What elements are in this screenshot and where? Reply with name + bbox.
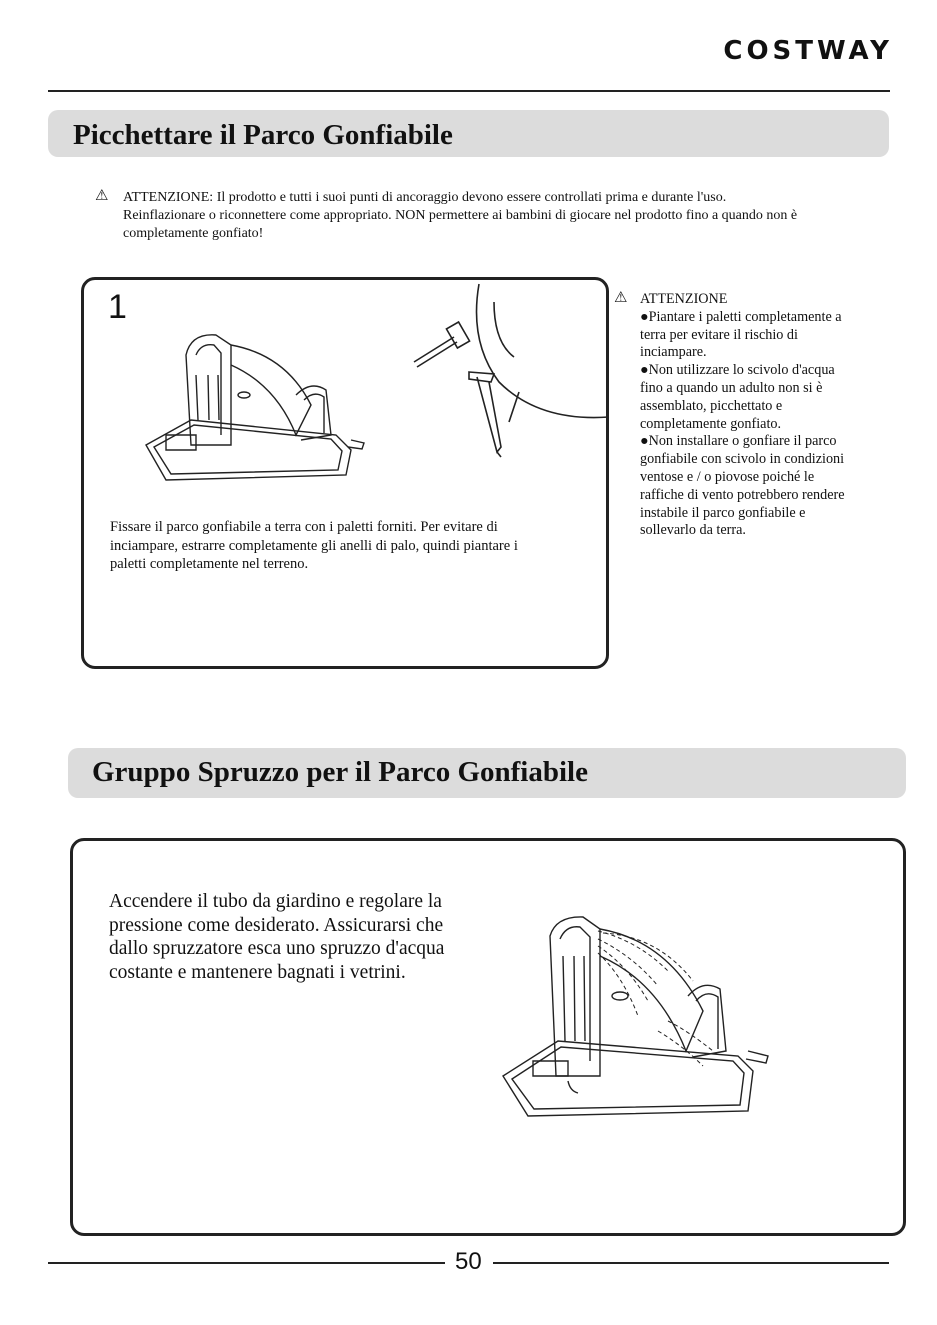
instruction-line: paletti completamente nel terreno. xyxy=(110,556,309,572)
footer-rule-left xyxy=(48,1262,445,1264)
instruction-line: Accendere il tubo da giardino e regolare la xyxy=(109,891,442,912)
step-number: 1 xyxy=(108,288,127,326)
instruction-line: inciampare, estrarre completamente gli anelli di palo, quindi piantare i xyxy=(110,537,518,554)
side-warning-line: raffiche di vento potrebbero rendere xyxy=(640,486,845,503)
instruction-line: Fissare il parco gonfiabile a terra con i paletti forniti. Per evitare di xyxy=(110,519,498,535)
side-warning-line: gonfiabile con scivolo in condizioni xyxy=(640,451,845,468)
warning-triangle-icon: ⚠ xyxy=(95,186,109,204)
spray-instructions xyxy=(109,890,489,984)
side-warning-line: ●Non utilizzare lo scivolo d'acqua xyxy=(640,362,835,379)
step-instructions xyxy=(110,518,590,574)
side-warning-line: ●Piantare i paletti completamente a xyxy=(640,308,842,325)
page-number: 50 xyxy=(455,1248,482,1275)
warning-line: Reinflazionare o riconnettere come appropriato. NON permettere ai bambini di giocare nel prodotto fino a quando non è xyxy=(123,208,798,223)
side-warning-line: inciampare. xyxy=(640,344,707,361)
instruction-line: costante e mantenere bagnati i vetrini. xyxy=(109,961,406,983)
section-title-bar xyxy=(68,748,906,798)
warning-line: ATTENZIONE: Il prodotto e tutti i suoi punti di ancoraggio devono essere controllati prima e durante l'uso. xyxy=(123,190,727,205)
brand-logo: COSTWAY xyxy=(723,36,893,66)
side-warning-line: assemblato, picchettato e xyxy=(640,397,783,414)
side-warning-line: sollevarlo da terra. xyxy=(640,522,746,539)
side-warning-title: ATTENZIONE xyxy=(640,291,728,307)
spray-park-illustration xyxy=(498,911,778,1126)
side-warning-line: completamente gonfiato. xyxy=(640,415,782,432)
side-warning xyxy=(640,291,885,540)
side-warning-line: ventose e / o piovose poiché le xyxy=(640,468,815,485)
section-title: Gruppo Spruzzo per il Parco Gonfiabile xyxy=(92,756,588,788)
warning-triangle-icon: ⚠ xyxy=(614,288,628,306)
step-panel xyxy=(81,277,609,669)
spray-panel xyxy=(70,838,906,1236)
section-title: Picchettare il Parco Gonfiabile xyxy=(73,119,453,151)
instruction-line: dallo spruzzatore esca uno spruzzo d'acqua xyxy=(109,938,445,959)
header-rule xyxy=(48,90,890,92)
general-warning xyxy=(123,189,893,243)
section-title-bar xyxy=(48,110,889,157)
side-warning-line: terra per evitare il rischio di xyxy=(640,326,798,343)
warning-line: completamente gonfiato! xyxy=(123,226,264,241)
instruction-line: pressione come desiderato. Assicurarsi che xyxy=(109,914,444,936)
side-warning-line: instabile il parco gonfiabile e xyxy=(640,504,806,521)
side-warning-line: fino a quando un adulto non si è xyxy=(640,379,823,396)
inflatable-park-illustration xyxy=(136,325,366,485)
stake-mallet-illustration xyxy=(409,282,609,462)
footer-rule-right xyxy=(493,1262,889,1264)
side-warning-line: ●Non installare o gonfiare il parco xyxy=(640,433,837,450)
